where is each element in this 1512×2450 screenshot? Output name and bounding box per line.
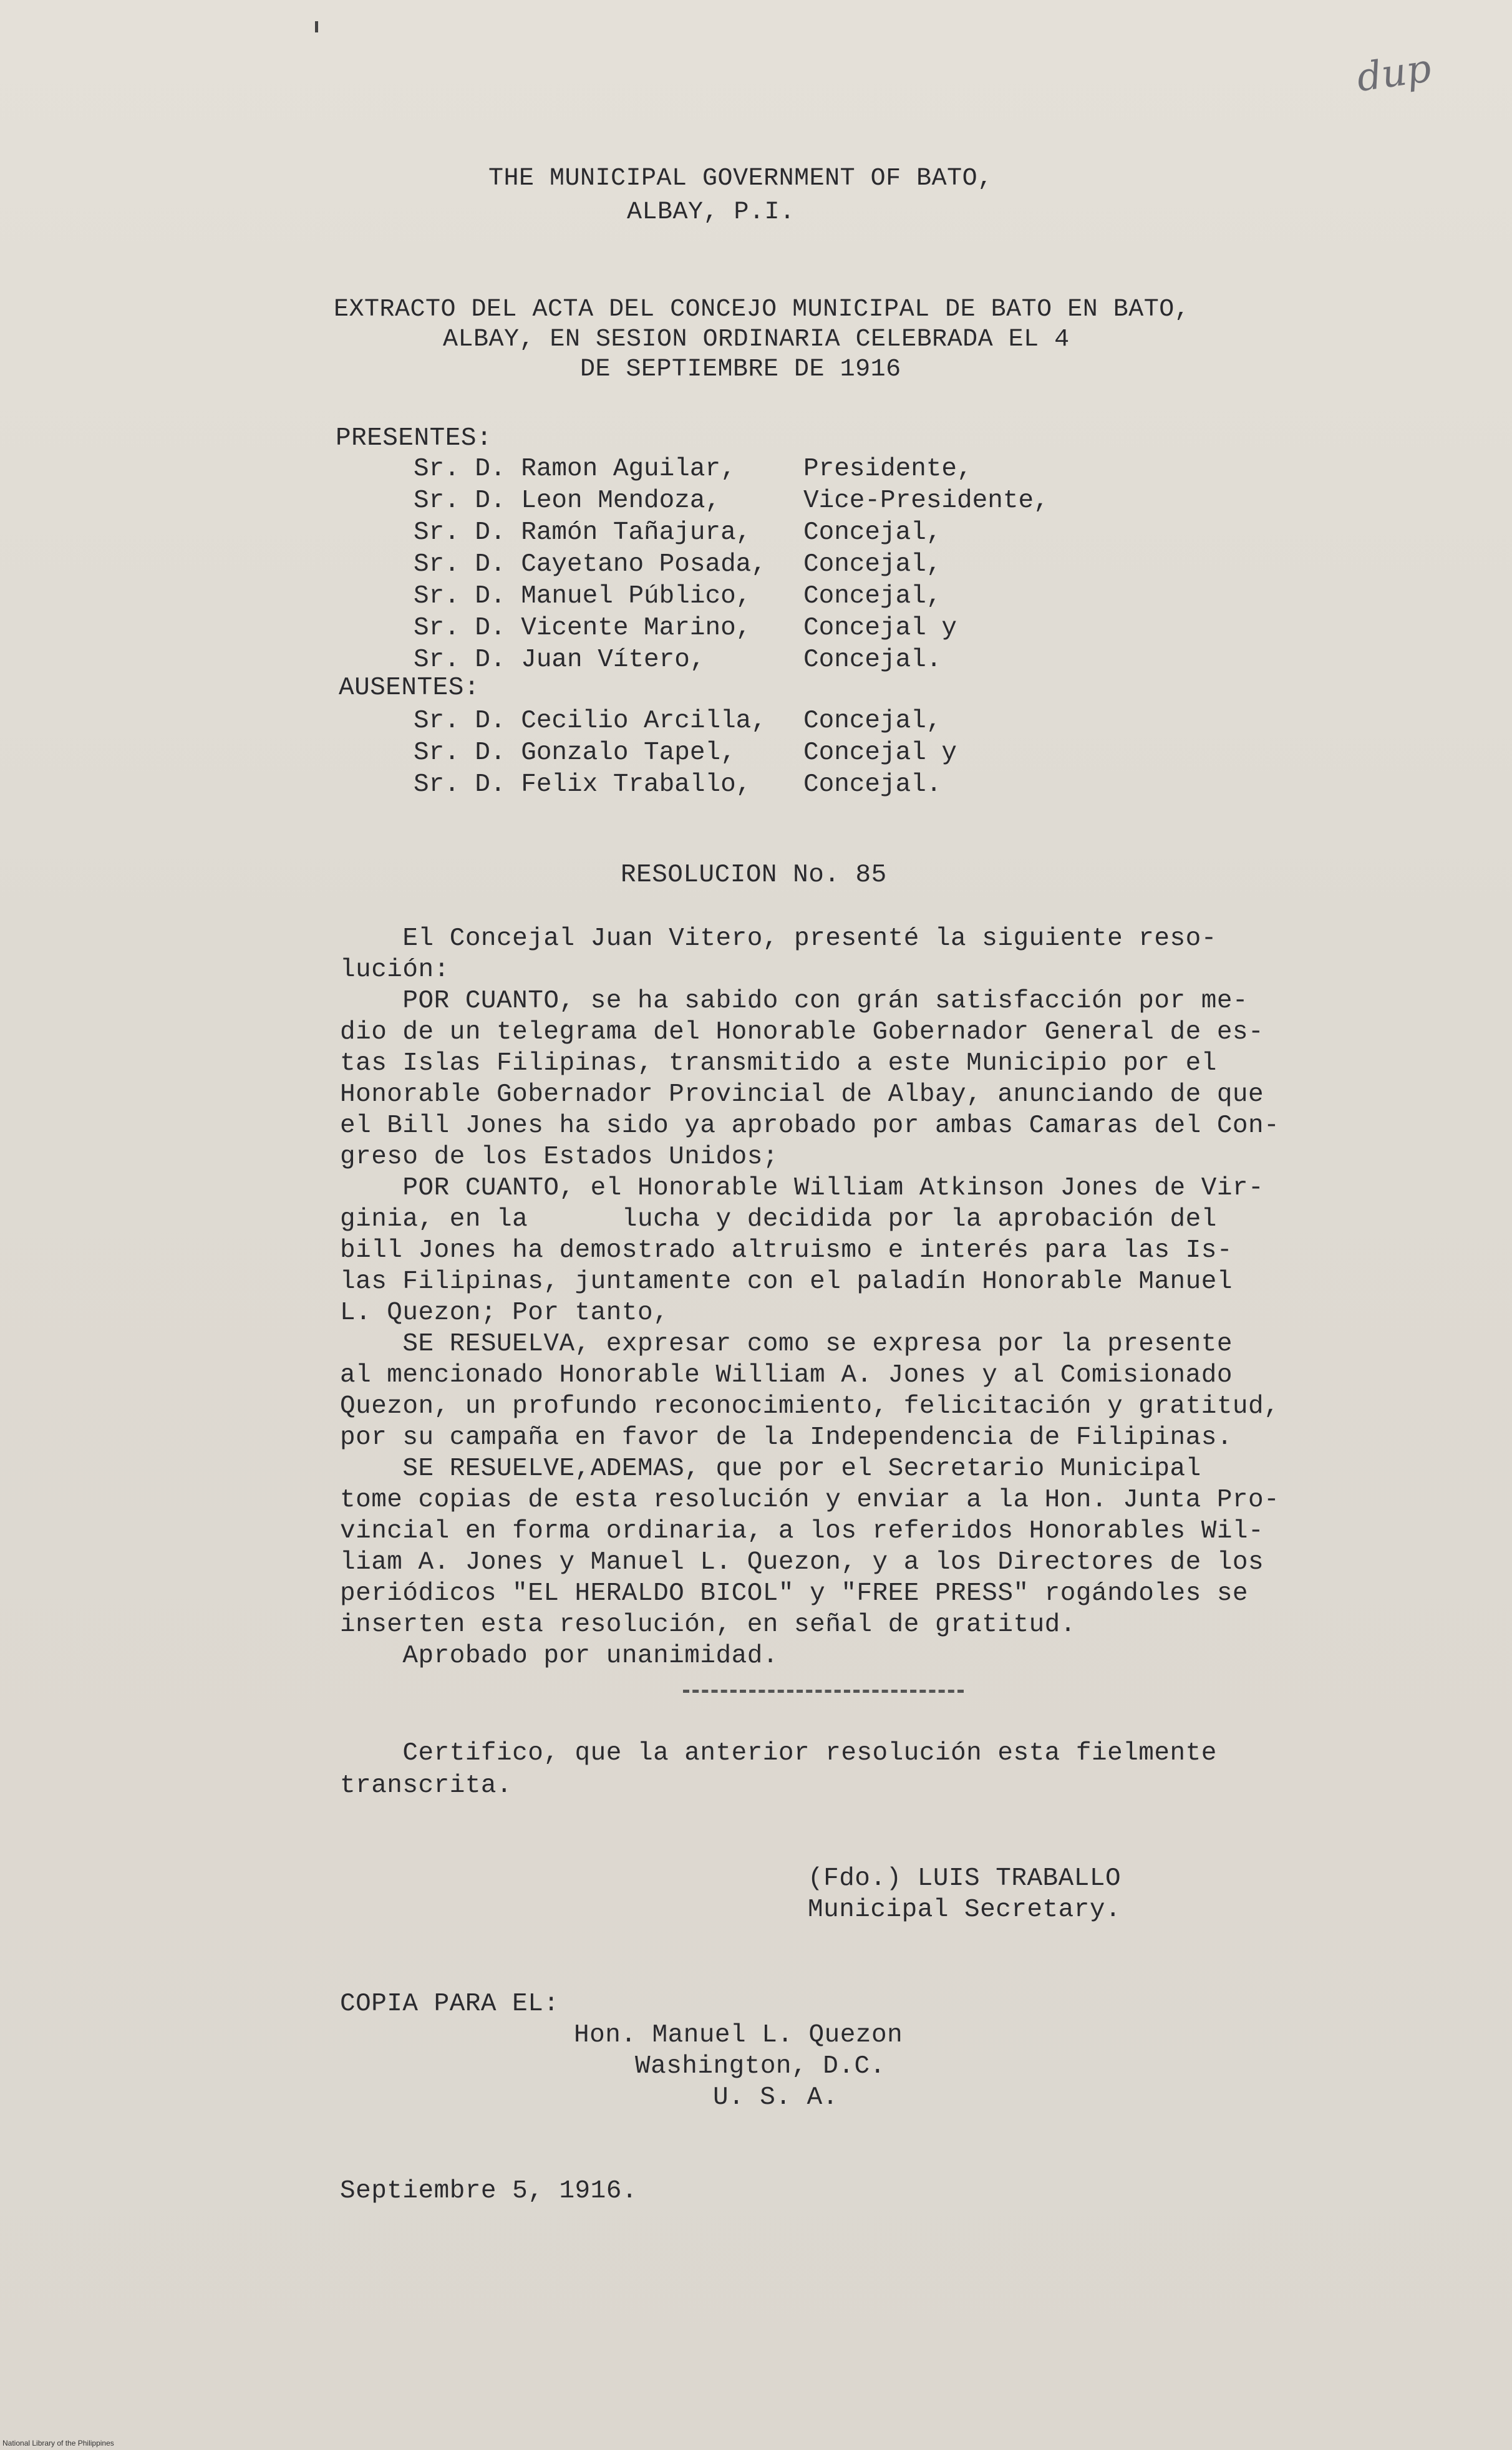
attendee-row: Sr. D. Vicente Marino, Concejal y	[414, 613, 957, 642]
body-line: bill Jones ha demostrado altruismo e interés para las Is-	[340, 1236, 1233, 1265]
body-line: periódicos "EL HERALDO BICOL" y "FREE PRESS" rogándoles se	[340, 1579, 1249, 1608]
body-line: dio de un telegrama del Honorable Gobernador General de es-	[340, 1018, 1264, 1047]
absentee-row: Sr. D. Cecilio Arcilla, Concejal,	[414, 706, 942, 735]
copia-line-1: Hon. Manuel L. Quezon	[574, 2021, 903, 2050]
body-line: tas Islas Filipinas, transmitido a este Municipio por el	[340, 1049, 1217, 1078]
attendee-row: Sr. D. Cayetano Posada, Concejal,	[414, 550, 942, 579]
signature-line-1: (Fdo.) LUIS TRABALLO	[808, 1864, 1122, 1893]
copia-label: COPIA PARA EL:	[340, 1990, 560, 2018]
body-line: lución:	[340, 956, 450, 984]
body-line: POR CUANTO, el Honorable William Atkinson Jones de Vir-	[340, 1174, 1264, 1203]
attendee-row: Sr. D. Juan Vítero, Concejal.	[414, 645, 942, 674]
body-line: Quezon, un profundo reconocimiento, felicitación y gratitud,	[340, 1392, 1280, 1421]
resolution-title: RESOLUCION No. 85	[621, 861, 887, 889]
header-line-1: THE MUNICIPAL GOVERNMENT OF BATO,	[488, 165, 993, 193]
body-line: Honorable Gobernador Provincial de Albay, anunciando de que	[340, 1080, 1264, 1109]
body-line: ginia, en la lucha y decidida por la aprobación del	[340, 1205, 1217, 1234]
body-line: las Filipinas, juntamente con el paladín Honorable Manuel	[340, 1267, 1233, 1296]
ausentes-label: AUSENTES:	[339, 674, 480, 702]
margin-mark	[315, 21, 318, 32]
title-line-2: ALBAY, EN SESION ORDINARIA CELEBRADA EL 4	[443, 326, 1070, 354]
body-line: SE RESUELVA, expresar como se expresa por la presente	[340, 1330, 1233, 1358]
body-line: POR CUANTO, se ha sabido con grán satisfacción por me-	[340, 987, 1249, 1015]
body-line: Aprobado por unanimidad.	[340, 1642, 778, 1670]
absentee-row: Sr. D. Felix Traballo, Concejal.	[414, 770, 942, 799]
absentee-row: Sr. D. Gonzalo Tapel, Concejal y	[414, 738, 957, 767]
body-line: SE RESUELVE,ADEMAS, que por el Secretario Municipal	[340, 1455, 1201, 1483]
attendee-row: Sr. D. Manuel Público, Concejal,	[414, 581, 942, 611]
body-line: vincial en forma ordinaria, a los referidos Honorables Wil-	[340, 1517, 1264, 1546]
body-line: liam A. Jones y Manuel L. Quezon, y a los Directores de los	[340, 1548, 1264, 1577]
signature-line-2: Municipal Secretary.	[808, 1896, 1122, 1924]
attendee-row: Sr. D. Ramon Aguilar, Presidente,	[414, 454, 972, 483]
certification-line-2: transcrita.	[340, 1771, 513, 1800]
body-line: L. Quezon; Por tanto,	[340, 1299, 669, 1327]
body-line: el Bill Jones ha sido ya aprobado por ambas Camaras del Con-	[340, 1111, 1280, 1140]
separator-dashes	[683, 1690, 964, 1693]
body-line: al mencionado Honorable William A. Jones y al Comisionado	[340, 1361, 1233, 1390]
copia-line-3: U. S. A.	[713, 2083, 838, 2112]
body-line: El Concejal Juan Vitero, presenté la siguiente reso-	[340, 924, 1217, 953]
ausentes-list	[414, 705, 957, 800]
footer-credit: National Library of the Philippines	[2, 2439, 114, 2448]
handwritten-note: dup	[1354, 45, 1434, 100]
body-line: inserten esta resolución, en señal de gratitud.	[340, 1610, 1076, 1639]
certification-line-1: Certifico, que la anterior resolución esta fielmente	[340, 1739, 1217, 1768]
title-line-3: DE SEPTIEMBRE DE 1916	[580, 356, 901, 384]
copia-line-2: Washington, D.C.	[635, 2052, 886, 2081]
presentes-label: PRESENTES:	[336, 424, 493, 453]
body-line: por su campaña en favor de la Independencia de Filipinas.	[340, 1423, 1233, 1452]
date-line: Septiembre 5, 1916.	[340, 2177, 637, 2205]
attendee-row: Sr. D. Leon Mendoza, Vice-Presidente,	[414, 486, 1049, 515]
body-line: tome copias de esta resolución y enviar a la Hon. Junta Pro-	[340, 1486, 1280, 1514]
body-line: greso de los Estados Unidos;	[340, 1143, 778, 1171]
header-line-2: ALBAY, P.I.	[627, 198, 795, 226]
presentes-list	[414, 453, 1049, 675]
title-line-1: EXTRACTO DEL ACTA DEL CONCEJO MUNICIPAL DE BATO EN BATO,	[334, 296, 1190, 324]
attendee-row: Sr. D. Ramón Tañajura, Concejal,	[414, 518, 942, 547]
